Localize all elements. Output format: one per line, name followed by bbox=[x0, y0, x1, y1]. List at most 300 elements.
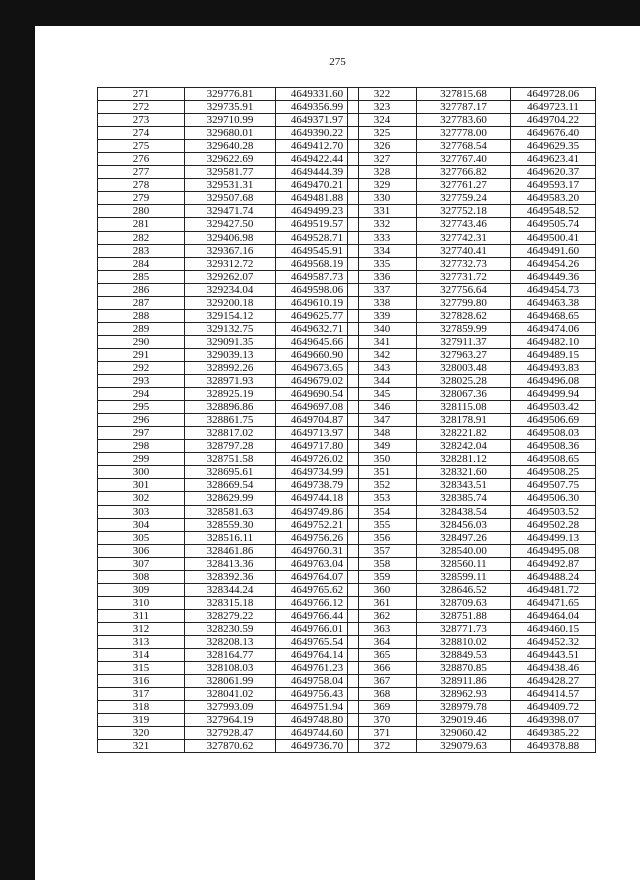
table-row bbox=[98, 714, 359, 727]
y-coordinate-cell: 4649502.28 bbox=[511, 518, 596, 531]
table-row bbox=[98, 192, 359, 205]
point-number-cell: 357 bbox=[348, 544, 417, 557]
table-row bbox=[348, 348, 596, 361]
x-coordinate-cell: 328646.52 bbox=[417, 583, 511, 596]
scan-border-top bbox=[0, 0, 640, 26]
point-number-cell: 292 bbox=[98, 361, 185, 374]
point-number-cell: 334 bbox=[348, 244, 417, 257]
y-coordinate-cell: 4649528.71 bbox=[276, 231, 359, 244]
point-number-cell: 340 bbox=[348, 322, 417, 335]
y-coordinate-cell: 4649583.20 bbox=[511, 192, 596, 205]
point-number-cell: 351 bbox=[348, 466, 417, 479]
x-coordinate-cell: 329367.16 bbox=[185, 244, 276, 257]
x-coordinate-cell: 329312.72 bbox=[185, 257, 276, 270]
x-coordinate-cell: 328438.54 bbox=[417, 505, 511, 518]
table-row bbox=[348, 662, 596, 675]
x-coordinate-cell: 327870.62 bbox=[185, 740, 276, 753]
point-number-cell: 354 bbox=[348, 505, 417, 518]
table-row bbox=[348, 153, 596, 166]
table-row bbox=[98, 296, 359, 309]
point-number-cell: 273 bbox=[98, 114, 185, 127]
point-number-cell: 349 bbox=[348, 440, 417, 453]
y-coordinate-cell: 4649470.21 bbox=[276, 179, 359, 192]
table-row bbox=[348, 609, 596, 622]
table-row bbox=[98, 727, 359, 740]
point-number-cell: 344 bbox=[348, 375, 417, 388]
table-row bbox=[348, 570, 596, 583]
x-coordinate-cell: 327787.17 bbox=[417, 101, 511, 114]
x-coordinate-cell: 327859.99 bbox=[417, 322, 511, 335]
table-row bbox=[98, 101, 359, 114]
point-number-cell: 302 bbox=[98, 492, 185, 505]
point-number-cell: 277 bbox=[98, 166, 185, 179]
point-number-cell: 304 bbox=[98, 518, 185, 531]
point-number-cell: 301 bbox=[98, 479, 185, 492]
table-row bbox=[98, 88, 359, 101]
y-coordinate-cell: 4649766.12 bbox=[276, 596, 359, 609]
x-coordinate-cell: 328108.03 bbox=[185, 662, 276, 675]
x-coordinate-cell: 327766.82 bbox=[417, 166, 511, 179]
y-coordinate-cell: 4649482.10 bbox=[511, 335, 596, 348]
y-coordinate-cell: 4649452.32 bbox=[511, 635, 596, 648]
y-coordinate-cell: 4649454.73 bbox=[511, 283, 596, 296]
point-number-cell: 356 bbox=[348, 531, 417, 544]
x-coordinate-cell: 328208.13 bbox=[185, 635, 276, 648]
x-coordinate-cell: 327964.19 bbox=[185, 714, 276, 727]
x-coordinate-cell: 327767.40 bbox=[417, 153, 511, 166]
x-coordinate-cell: 328560.11 bbox=[417, 557, 511, 570]
table-row bbox=[348, 649, 596, 662]
y-coordinate-cell: 4649507.75 bbox=[511, 479, 596, 492]
x-coordinate-cell: 328911.86 bbox=[417, 675, 511, 688]
y-coordinate-cell: 4649422.44 bbox=[276, 153, 359, 166]
scan-border-left bbox=[0, 0, 35, 880]
x-coordinate-cell: 328164.77 bbox=[185, 649, 276, 662]
x-coordinate-cell: 328992.26 bbox=[185, 361, 276, 374]
table-row bbox=[348, 140, 596, 153]
table-row bbox=[348, 205, 596, 218]
point-number-cell: 287 bbox=[98, 296, 185, 309]
point-number-cell: 336 bbox=[348, 270, 417, 283]
x-coordinate-cell: 328242.04 bbox=[417, 440, 511, 453]
y-coordinate-cell: 4649414.57 bbox=[511, 688, 596, 701]
y-coordinate-cell: 4649508.25 bbox=[511, 466, 596, 479]
table-row bbox=[98, 453, 359, 466]
table-row bbox=[348, 335, 596, 348]
y-coordinate-cell: 4649751.94 bbox=[276, 701, 359, 714]
y-coordinate-cell: 4649764.07 bbox=[276, 570, 359, 583]
y-coordinate-cell: 4649629.35 bbox=[511, 140, 596, 153]
y-coordinate-cell: 4649492.87 bbox=[511, 557, 596, 570]
x-coordinate-cell: 328599.11 bbox=[417, 570, 511, 583]
y-coordinate-cell: 4649749.86 bbox=[276, 505, 359, 518]
point-number-cell: 283 bbox=[98, 244, 185, 257]
point-number-cell: 296 bbox=[98, 414, 185, 427]
x-coordinate-cell: 327743.46 bbox=[417, 218, 511, 231]
y-coordinate-cell: 4649449.36 bbox=[511, 270, 596, 283]
x-coordinate-cell: 328230.59 bbox=[185, 622, 276, 635]
x-coordinate-cell: 328516.11 bbox=[185, 531, 276, 544]
x-coordinate-cell: 328751.58 bbox=[185, 453, 276, 466]
y-coordinate-cell: 4649676.40 bbox=[511, 127, 596, 140]
table-row bbox=[348, 283, 596, 296]
y-coordinate-cell: 4649723.11 bbox=[511, 101, 596, 114]
point-number-cell: 372 bbox=[348, 740, 417, 753]
x-coordinate-cell: 329581.77 bbox=[185, 166, 276, 179]
table-row bbox=[98, 348, 359, 361]
point-number-cell: 293 bbox=[98, 375, 185, 388]
x-coordinate-cell: 328962.93 bbox=[417, 688, 511, 701]
y-coordinate-cell: 4649378.88 bbox=[511, 740, 596, 753]
x-coordinate-cell: 329680.01 bbox=[185, 127, 276, 140]
point-number-cell: 331 bbox=[348, 205, 417, 218]
table-row bbox=[98, 440, 359, 453]
x-coordinate-cell: 327911.37 bbox=[417, 335, 511, 348]
point-number-cell: 335 bbox=[348, 257, 417, 270]
y-coordinate-cell: 4649385.22 bbox=[511, 727, 596, 740]
point-number-cell: 305 bbox=[98, 531, 185, 544]
y-coordinate-cell: 4649728.06 bbox=[511, 88, 596, 101]
y-coordinate-cell: 4649625.77 bbox=[276, 309, 359, 322]
x-coordinate-cell: 328067.36 bbox=[417, 388, 511, 401]
table-row bbox=[98, 218, 359, 231]
x-coordinate-cell: 328315.18 bbox=[185, 596, 276, 609]
table-row bbox=[98, 401, 359, 414]
x-coordinate-cell: 328392.36 bbox=[185, 570, 276, 583]
x-coordinate-cell: 328751.88 bbox=[417, 609, 511, 622]
table-row bbox=[348, 518, 596, 531]
table-row bbox=[348, 622, 596, 635]
y-coordinate-cell: 4649412.70 bbox=[276, 140, 359, 153]
x-coordinate-cell: 328321.60 bbox=[417, 466, 511, 479]
y-coordinate-cell: 4649704.22 bbox=[511, 114, 596, 127]
point-number-cell: 353 bbox=[348, 492, 417, 505]
table-row bbox=[98, 179, 359, 192]
point-number-cell: 337 bbox=[348, 283, 417, 296]
y-coordinate-cell: 4649508.03 bbox=[511, 427, 596, 440]
point-number-cell: 326 bbox=[348, 140, 417, 153]
point-number-cell: 288 bbox=[98, 309, 185, 322]
y-coordinate-cell: 4649660.90 bbox=[276, 348, 359, 361]
x-coordinate-cell: 328041.02 bbox=[185, 688, 276, 701]
table-row bbox=[98, 518, 359, 531]
x-coordinate-cell: 327759.24 bbox=[417, 192, 511, 205]
x-coordinate-cell: 328849.53 bbox=[417, 649, 511, 662]
x-coordinate-cell: 328281.12 bbox=[417, 453, 511, 466]
table-row bbox=[348, 479, 596, 492]
y-coordinate-cell: 4649598.06 bbox=[276, 283, 359, 296]
y-coordinate-cell: 4649505.74 bbox=[511, 218, 596, 231]
table-row bbox=[348, 192, 596, 205]
point-number-cell: 313 bbox=[98, 635, 185, 648]
point-number-cell: 279 bbox=[98, 192, 185, 205]
y-coordinate-cell: 4649398.07 bbox=[511, 714, 596, 727]
table-row bbox=[348, 505, 596, 518]
table-row bbox=[348, 401, 596, 414]
table-row bbox=[98, 649, 359, 662]
point-number-cell: 310 bbox=[98, 596, 185, 609]
x-coordinate-cell: 328870.85 bbox=[417, 662, 511, 675]
y-coordinate-cell: 4649738.79 bbox=[276, 479, 359, 492]
y-coordinate-cell: 4649760.31 bbox=[276, 544, 359, 557]
point-number-cell: 321 bbox=[98, 740, 185, 753]
table-row bbox=[348, 257, 596, 270]
y-coordinate-cell: 4649503.42 bbox=[511, 401, 596, 414]
y-coordinate-cell: 4649495.08 bbox=[511, 544, 596, 557]
y-coordinate-cell: 4649587.73 bbox=[276, 270, 359, 283]
table-row bbox=[348, 127, 596, 140]
x-coordinate-cell: 328861.75 bbox=[185, 414, 276, 427]
table-row bbox=[98, 622, 359, 635]
y-coordinate-cell: 4649756.26 bbox=[276, 531, 359, 544]
x-coordinate-cell: 329735.91 bbox=[185, 101, 276, 114]
point-number-cell: 298 bbox=[98, 440, 185, 453]
table-row bbox=[348, 740, 596, 753]
y-coordinate-cell: 4649744.18 bbox=[276, 492, 359, 505]
x-coordinate-cell: 328629.99 bbox=[185, 492, 276, 505]
table-row bbox=[348, 675, 596, 688]
table-row bbox=[348, 427, 596, 440]
point-number-cell: 322 bbox=[348, 88, 417, 101]
point-number-cell: 339 bbox=[348, 309, 417, 322]
point-number-cell: 364 bbox=[348, 635, 417, 648]
point-number-cell: 307 bbox=[98, 557, 185, 570]
table-row bbox=[348, 714, 596, 727]
x-coordinate-cell: 328456.03 bbox=[417, 518, 511, 531]
y-coordinate-cell: 4649717.80 bbox=[276, 440, 359, 453]
point-number-cell: 308 bbox=[98, 570, 185, 583]
point-number-cell: 355 bbox=[348, 518, 417, 531]
table-row bbox=[98, 244, 359, 257]
x-coordinate-cell: 328344.24 bbox=[185, 583, 276, 596]
point-number-cell: 366 bbox=[348, 662, 417, 675]
y-coordinate-cell: 4649488.24 bbox=[511, 570, 596, 583]
document-page bbox=[35, 26, 640, 880]
point-number-cell: 274 bbox=[98, 127, 185, 140]
point-number-cell: 365 bbox=[348, 649, 417, 662]
table-row bbox=[98, 427, 359, 440]
table-row bbox=[348, 557, 596, 570]
point-number-cell: 358 bbox=[348, 557, 417, 570]
x-coordinate-cell: 329776.81 bbox=[185, 88, 276, 101]
y-coordinate-cell: 4649690.54 bbox=[276, 388, 359, 401]
y-coordinate-cell: 4649371.97 bbox=[276, 114, 359, 127]
x-coordinate-cell: 328497.26 bbox=[417, 531, 511, 544]
table-row bbox=[98, 479, 359, 492]
x-coordinate-cell: 328178.91 bbox=[417, 414, 511, 427]
point-number-cell: 318 bbox=[98, 701, 185, 714]
point-number-cell: 319 bbox=[98, 714, 185, 727]
y-coordinate-cell: 4649752.21 bbox=[276, 518, 359, 531]
point-number-cell: 324 bbox=[348, 114, 417, 127]
table-row bbox=[98, 583, 359, 596]
table-row bbox=[98, 609, 359, 622]
x-coordinate-cell: 329132.75 bbox=[185, 322, 276, 335]
table-row bbox=[348, 309, 596, 322]
x-coordinate-cell: 329710.99 bbox=[185, 114, 276, 127]
x-coordinate-cell: 328971.93 bbox=[185, 375, 276, 388]
x-coordinate-cell: 328896.86 bbox=[185, 401, 276, 414]
x-coordinate-cell: 328343.51 bbox=[417, 479, 511, 492]
y-coordinate-cell: 4649331.60 bbox=[276, 88, 359, 101]
point-number-cell: 312 bbox=[98, 622, 185, 635]
y-coordinate-cell: 4649713.97 bbox=[276, 427, 359, 440]
point-number-cell: 299 bbox=[98, 453, 185, 466]
table-row bbox=[98, 544, 359, 557]
point-number-cell: 333 bbox=[348, 231, 417, 244]
table-row bbox=[98, 675, 359, 688]
point-number-cell: 317 bbox=[98, 688, 185, 701]
table-row bbox=[98, 388, 359, 401]
point-number-cell: 361 bbox=[348, 596, 417, 609]
table-row bbox=[348, 414, 596, 427]
y-coordinate-cell: 4649356.99 bbox=[276, 101, 359, 114]
x-coordinate-cell: 328003.48 bbox=[417, 361, 511, 374]
table-row bbox=[348, 114, 596, 127]
y-coordinate-cell: 4649499.94 bbox=[511, 388, 596, 401]
table-row bbox=[98, 531, 359, 544]
point-number-cell: 363 bbox=[348, 622, 417, 635]
table-row bbox=[348, 596, 596, 609]
x-coordinate-cell: 327993.09 bbox=[185, 701, 276, 714]
x-coordinate-cell: 327756.64 bbox=[417, 283, 511, 296]
x-coordinate-cell: 328771.73 bbox=[417, 622, 511, 635]
table-row bbox=[98, 270, 359, 283]
y-coordinate-cell: 4649744.60 bbox=[276, 727, 359, 740]
point-number-cell: 348 bbox=[348, 427, 417, 440]
point-number-cell: 360 bbox=[348, 583, 417, 596]
table-row bbox=[98, 375, 359, 388]
x-coordinate-cell: 327963.27 bbox=[417, 348, 511, 361]
table-row bbox=[98, 414, 359, 427]
point-number-cell: 309 bbox=[98, 583, 185, 596]
y-coordinate-cell: 4649610.19 bbox=[276, 296, 359, 309]
table-row bbox=[348, 88, 596, 101]
x-coordinate-cell: 328115.08 bbox=[417, 401, 511, 414]
y-coordinate-cell: 4649736.70 bbox=[276, 740, 359, 753]
y-coordinate-cell: 4649765.62 bbox=[276, 583, 359, 596]
point-number-cell: 343 bbox=[348, 361, 417, 374]
x-coordinate-cell: 327761.27 bbox=[417, 179, 511, 192]
x-coordinate-cell: 328279.22 bbox=[185, 609, 276, 622]
table-row bbox=[348, 179, 596, 192]
y-coordinate-cell: 4649506.69 bbox=[511, 414, 596, 427]
x-coordinate-cell: 328709.63 bbox=[417, 596, 511, 609]
y-coordinate-cell: 4649632.71 bbox=[276, 322, 359, 335]
coordinates-table-right bbox=[347, 87, 596, 753]
x-coordinate-cell: 327752.18 bbox=[417, 205, 511, 218]
y-coordinate-cell: 4649468.65 bbox=[511, 309, 596, 322]
y-coordinate-cell: 4649620.37 bbox=[511, 166, 596, 179]
y-coordinate-cell: 4649443.51 bbox=[511, 649, 596, 662]
y-coordinate-cell: 4649568.19 bbox=[276, 257, 359, 270]
x-coordinate-cell: 327740.41 bbox=[417, 244, 511, 257]
point-number-cell: 306 bbox=[98, 544, 185, 557]
x-coordinate-cell: 329234.04 bbox=[185, 283, 276, 296]
y-coordinate-cell: 4649726.02 bbox=[276, 453, 359, 466]
y-coordinate-cell: 4649508.65 bbox=[511, 453, 596, 466]
y-coordinate-cell: 4649761.23 bbox=[276, 662, 359, 675]
x-coordinate-cell: 329154.12 bbox=[185, 309, 276, 322]
table-row bbox=[98, 596, 359, 609]
table-row bbox=[98, 570, 359, 583]
y-coordinate-cell: 4649766.44 bbox=[276, 609, 359, 622]
point-number-cell: 347 bbox=[348, 414, 417, 427]
table-row bbox=[98, 361, 359, 374]
table-row bbox=[348, 322, 596, 335]
point-number-cell: 330 bbox=[348, 192, 417, 205]
y-coordinate-cell: 4649409.72 bbox=[511, 701, 596, 714]
x-coordinate-cell: 328461.86 bbox=[185, 544, 276, 557]
point-number-cell: 276 bbox=[98, 153, 185, 166]
table-row bbox=[98, 127, 359, 140]
y-coordinate-cell: 4649673.65 bbox=[276, 361, 359, 374]
table-row bbox=[98, 335, 359, 348]
x-coordinate-cell: 327928.47 bbox=[185, 727, 276, 740]
y-coordinate-cell: 4649460.15 bbox=[511, 622, 596, 635]
x-coordinate-cell: 328221.82 bbox=[417, 427, 511, 440]
point-number-cell: 314 bbox=[98, 649, 185, 662]
x-coordinate-cell: 327828.62 bbox=[417, 309, 511, 322]
point-number-cell: 311 bbox=[98, 609, 185, 622]
table-row bbox=[98, 635, 359, 648]
x-coordinate-cell: 328559.30 bbox=[185, 518, 276, 531]
table-row bbox=[348, 166, 596, 179]
table-row bbox=[348, 544, 596, 557]
point-number-cell: 294 bbox=[98, 388, 185, 401]
y-coordinate-cell: 4649765.54 bbox=[276, 635, 359, 648]
point-number-cell: 284 bbox=[98, 257, 185, 270]
table-row bbox=[98, 492, 359, 505]
y-coordinate-cell: 4649748.80 bbox=[276, 714, 359, 727]
point-number-cell: 368 bbox=[348, 688, 417, 701]
y-coordinate-cell: 4649756.43 bbox=[276, 688, 359, 701]
y-coordinate-cell: 4649499.13 bbox=[511, 531, 596, 544]
point-number-cell: 320 bbox=[98, 727, 185, 740]
x-coordinate-cell: 327778.00 bbox=[417, 127, 511, 140]
table-row bbox=[348, 701, 596, 714]
y-coordinate-cell: 4649763.04 bbox=[276, 557, 359, 570]
y-coordinate-cell: 4649697.08 bbox=[276, 401, 359, 414]
table-row bbox=[348, 244, 596, 257]
table-row bbox=[98, 505, 359, 518]
point-number-cell: 341 bbox=[348, 335, 417, 348]
y-coordinate-cell: 4649734.99 bbox=[276, 466, 359, 479]
table-row bbox=[98, 322, 359, 335]
table-row bbox=[348, 388, 596, 401]
y-coordinate-cell: 4649506.30 bbox=[511, 492, 596, 505]
point-number-cell: 323 bbox=[348, 101, 417, 114]
table-row bbox=[348, 218, 596, 231]
y-coordinate-cell: 4649464.04 bbox=[511, 609, 596, 622]
point-number-cell: 325 bbox=[348, 127, 417, 140]
y-coordinate-cell: 4649548.52 bbox=[511, 205, 596, 218]
x-coordinate-cell: 328695.61 bbox=[185, 466, 276, 479]
table-row bbox=[348, 583, 596, 596]
x-coordinate-cell: 327799.80 bbox=[417, 296, 511, 309]
point-number-cell: 278 bbox=[98, 179, 185, 192]
x-coordinate-cell: 329427.50 bbox=[185, 218, 276, 231]
table-row bbox=[98, 662, 359, 675]
point-number-cell: 303 bbox=[98, 505, 185, 518]
y-coordinate-cell: 4649489.15 bbox=[511, 348, 596, 361]
table-row bbox=[98, 166, 359, 179]
y-coordinate-cell: 4649758.04 bbox=[276, 675, 359, 688]
table-row bbox=[98, 257, 359, 270]
point-number-cell: 345 bbox=[348, 388, 417, 401]
table-row bbox=[98, 114, 359, 127]
y-coordinate-cell: 4649623.41 bbox=[511, 153, 596, 166]
